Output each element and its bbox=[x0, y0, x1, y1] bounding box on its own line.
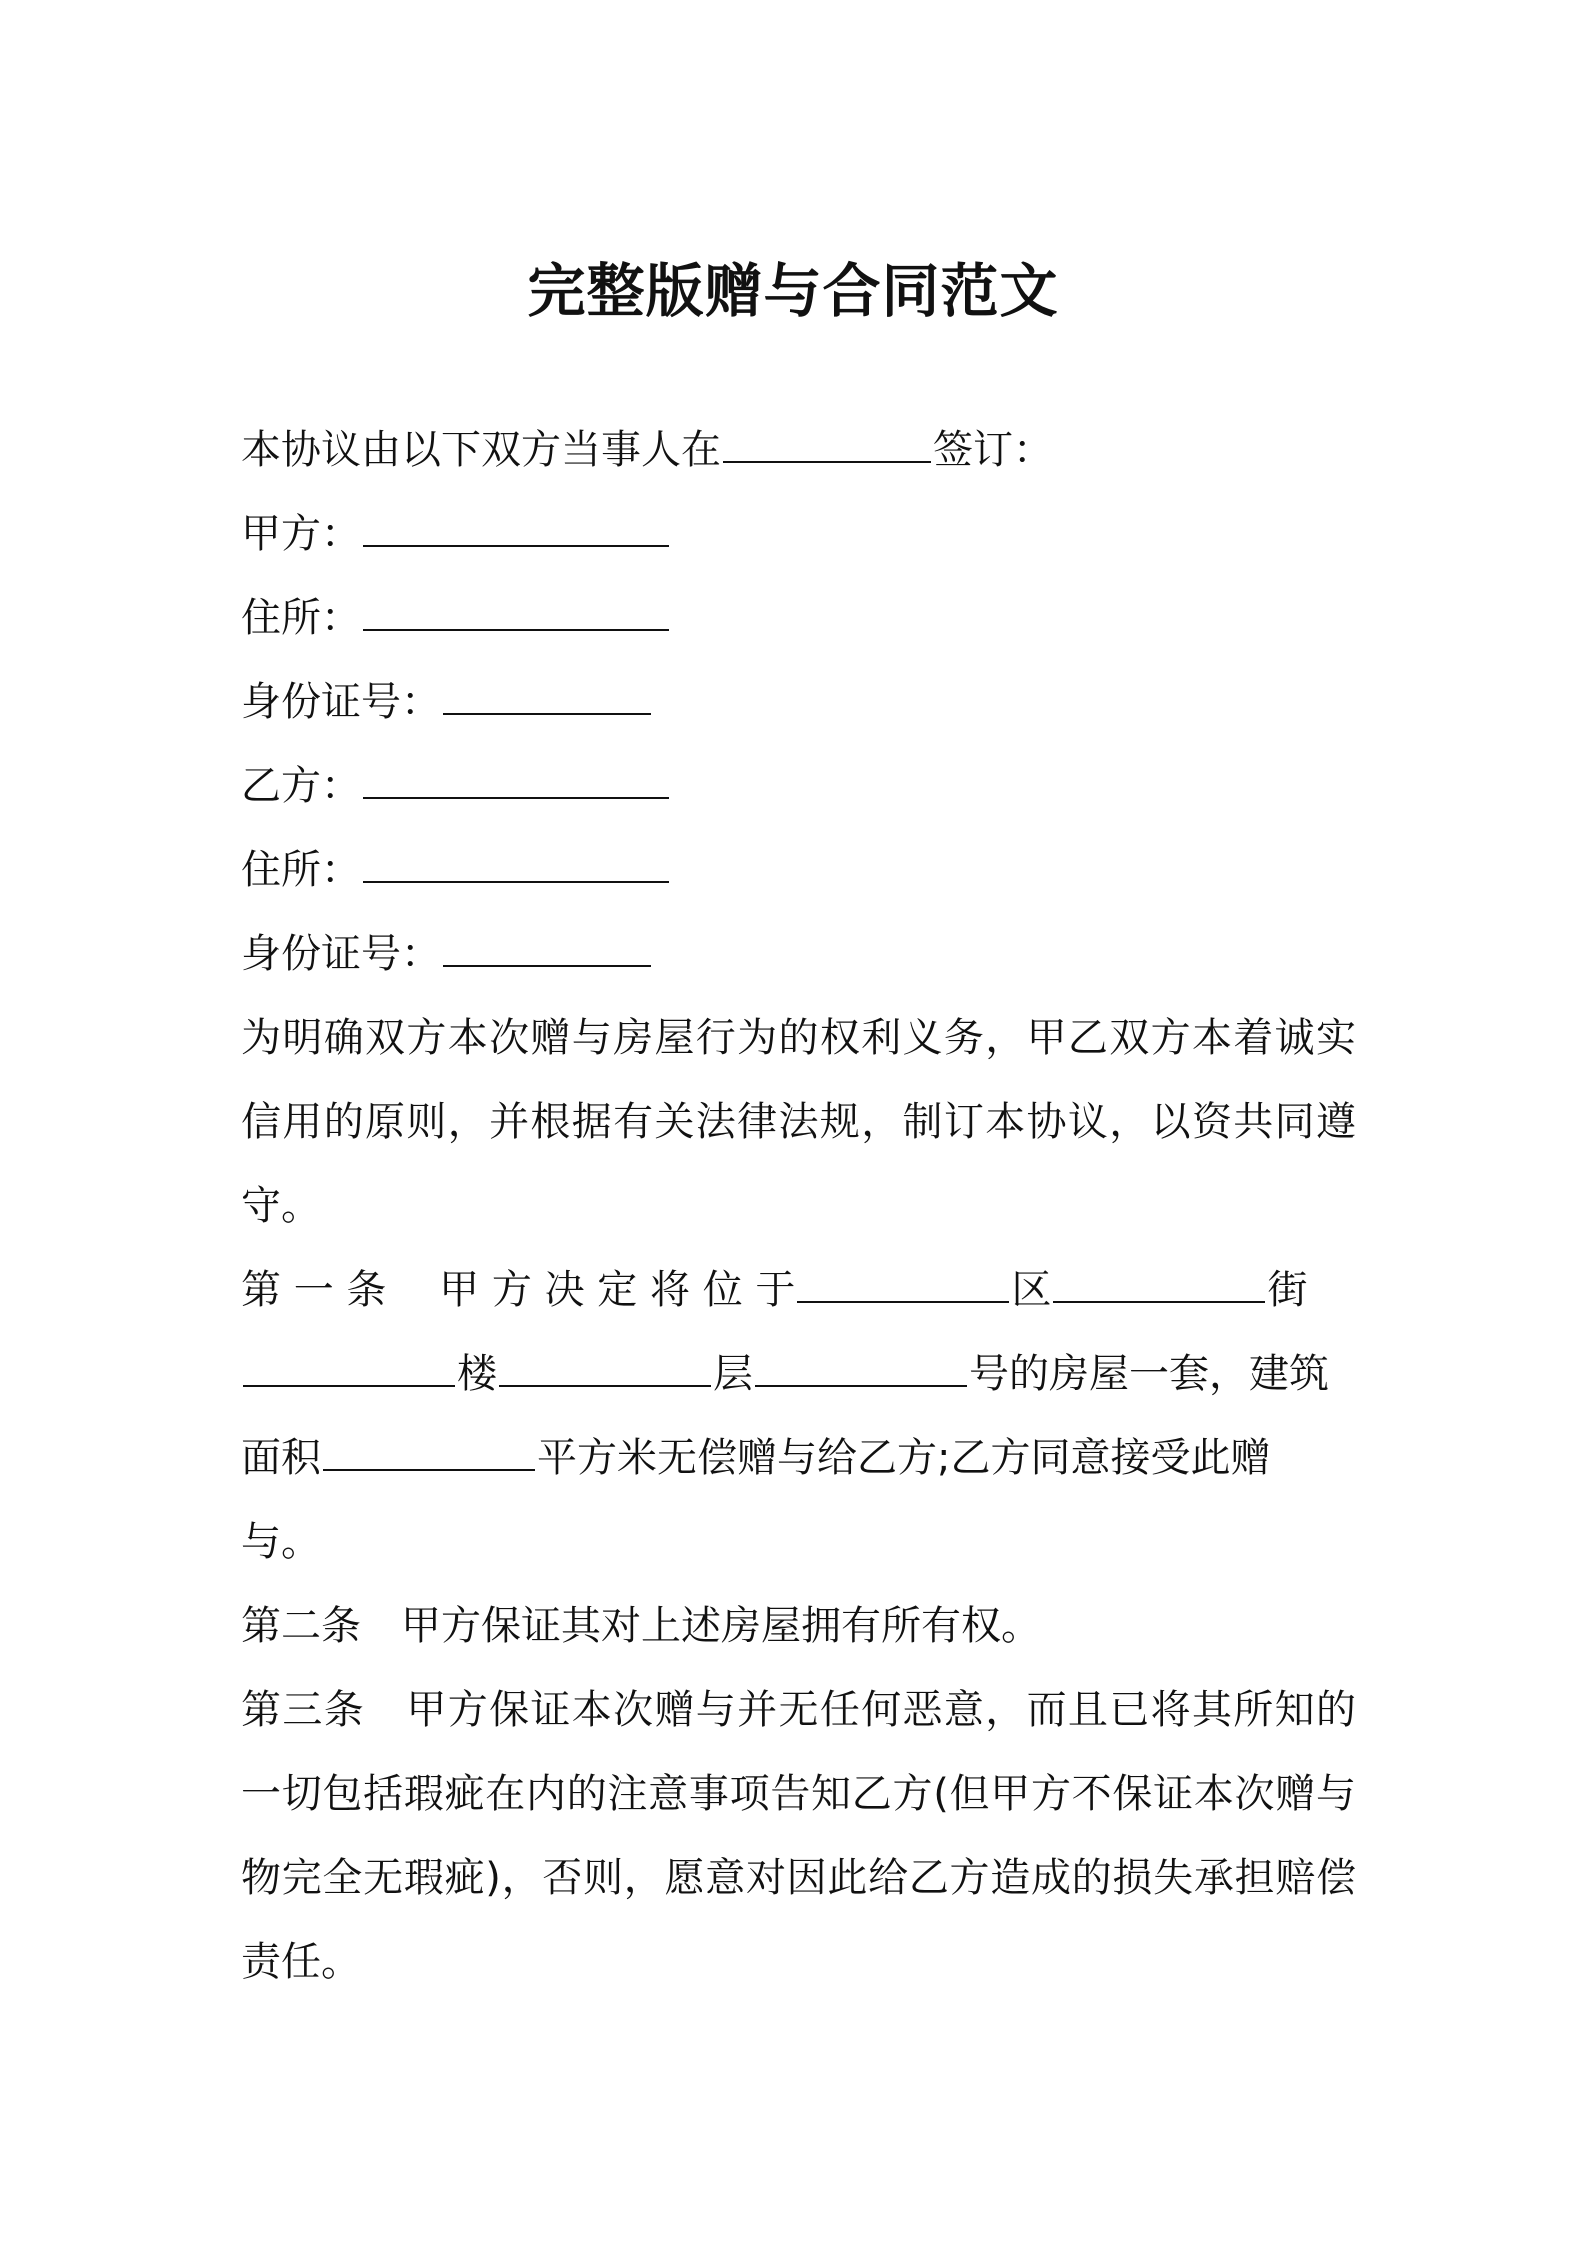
intro-line bbox=[241, 408, 1356, 492]
party-a-id-label: 身份证号： bbox=[241, 679, 441, 725]
floor-blank[interactable] bbox=[499, 1345, 711, 1387]
party-b-address-label: 住所： bbox=[241, 847, 361, 893]
area-suffix: 平方米无偿赠与给乙方;乙方同意接受此赠 bbox=[537, 1435, 1271, 1481]
party-b-address-line bbox=[241, 828, 1356, 912]
area-prefix: 面积 bbox=[241, 1435, 321, 1481]
intro-suffix: 签订： bbox=[933, 427, 1053, 473]
intro-prefix: 本协议由以下双方当事人在 bbox=[241, 427, 721, 473]
party-b-address-blank[interactable] bbox=[363, 841, 669, 883]
party-a-id-line bbox=[241, 660, 1356, 744]
party-b-name-line bbox=[241, 744, 1356, 828]
party-a-name-line bbox=[241, 492, 1356, 576]
party-a-id-blank[interactable] bbox=[443, 673, 651, 715]
district-blank[interactable] bbox=[797, 1261, 1009, 1303]
party-a-name-blank[interactable] bbox=[363, 505, 669, 547]
party-b-id-line bbox=[241, 912, 1356, 996]
article-3: 第三条 甲方保证本次赠与并无任何恶意，而且已将其所知的一切包括瑕疵在内的注意事项告知乙方(但甲方不保证本次赠与物完全无瑕疵)，否则，愿意对因此给乙方造成的损失承担赔偿责任。 bbox=[241, 1687, 1356, 1985]
district-label: 区 bbox=[1011, 1267, 1052, 1313]
article-1 bbox=[241, 1248, 1356, 1584]
article-1-lead: 第 一 条 甲 方 决 定 将 位 于 bbox=[241, 1267, 796, 1313]
party-a-address-blank[interactable] bbox=[363, 589, 669, 631]
article-1-end: 与。 bbox=[241, 1519, 321, 1565]
party-a-name-label: 甲方： bbox=[241, 511, 361, 557]
party-a-address-label: 住所： bbox=[241, 595, 361, 641]
street-blank[interactable] bbox=[1053, 1261, 1265, 1303]
document-body bbox=[241, 408, 1356, 2004]
street-label: 街 bbox=[1267, 1267, 1308, 1313]
house-number-text: 号的房屋一套，建筑 bbox=[969, 1351, 1329, 1397]
party-b-name-label: 乙方： bbox=[241, 763, 361, 809]
purpose-paragraph: 为明确双方本次赠与房屋行为的权利义务，甲乙双方本着诚实信用的原则，并根据有关法律法规，制订本协议，以资共同遵守。 bbox=[241, 1015, 1356, 1229]
floor-label: 层 bbox=[713, 1351, 753, 1397]
party-b-id-label: 身份证号： bbox=[241, 931, 441, 977]
building-blank[interactable] bbox=[243, 1345, 455, 1387]
area-blank[interactable] bbox=[323, 1429, 535, 1471]
house-number-blank[interactable] bbox=[755, 1345, 967, 1387]
party-b-name-blank[interactable] bbox=[363, 757, 669, 799]
signing-place-blank[interactable] bbox=[723, 421, 931, 463]
article-2: 第二条 甲方保证其对上述房屋拥有所有权。 bbox=[241, 1603, 1041, 1649]
party-a-address-line bbox=[241, 576, 1356, 660]
building-label: 楼 bbox=[457, 1351, 497, 1397]
party-b-id-blank[interactable] bbox=[443, 925, 651, 967]
document-title: 完整版赠与合同范文 bbox=[527, 257, 1059, 325]
